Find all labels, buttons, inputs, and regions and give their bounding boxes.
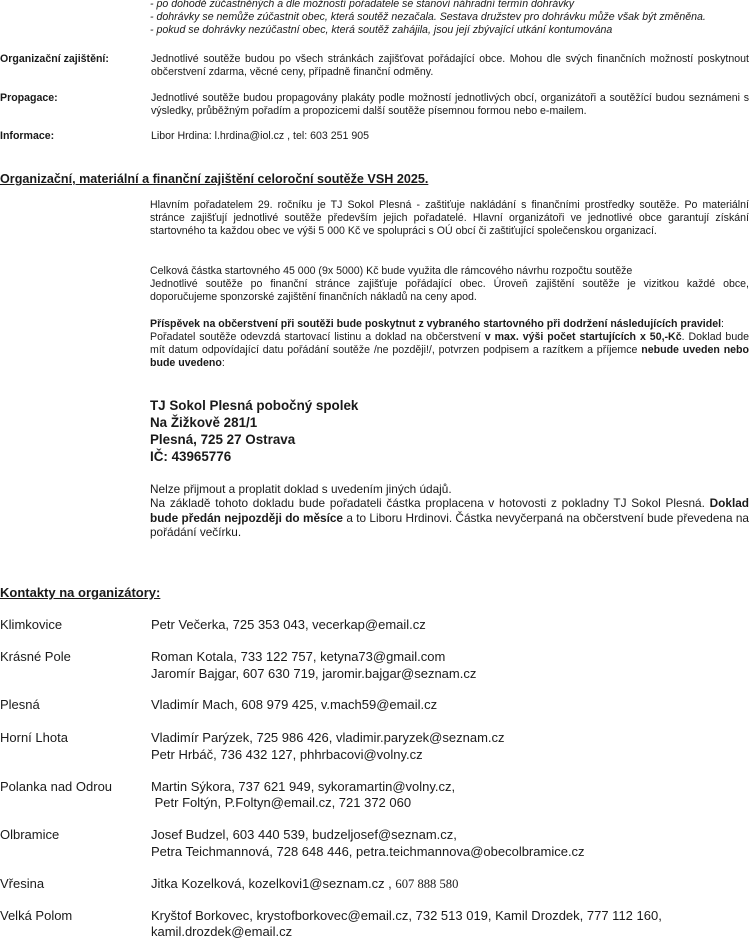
reimbursement-text-a: Na základě tohoto dokladu bude pořadateli částka proplacena v hotovosti z pokladny TJ Sokol Plesná. xyxy=(150,496,710,510)
org-label: Organizační zajištění: xyxy=(0,53,109,65)
info-label: Informace: xyxy=(0,130,55,142)
info-text: Libor Hrdina: l.hrdina@iol.cz , tel: 603 251 905 xyxy=(151,130,370,142)
contact-phone: 607 888 580 xyxy=(395,877,459,891)
contact-line: Roman Kotala, 733 122 757, ketyna73@gmail.com xyxy=(151,649,446,664)
contact-line: Martin Sýkora, 737 621 949, sykoramartin@volny.cz, xyxy=(151,779,456,794)
contacts-title: Kontakty na organizátory: xyxy=(0,585,161,600)
contact-city-vresina: Vřesina xyxy=(0,876,45,891)
note-2: - dohrávky se nemůže zúčastnit obec, která soutěž nezačala. Sestava družstev pro dohrávku může však být změněna. xyxy=(150,11,706,23)
org-text: Jednotlivé soutěže budou po všech stránkách zajišťovat pořádající obce. Mohou dle svých finančních možností poskytnout občerstvení zdarma, věcné ceny, případně finanční odměny. xyxy=(151,53,749,78)
contact-line: Petr Hrbáč, 736 432 127, phhrbacovi@volny.cz xyxy=(151,747,423,762)
contact-city-olbramice: Olbramice xyxy=(0,827,60,842)
address-line-1: TJ Sokol Plesná pobočný spolek xyxy=(150,398,359,413)
reimbursement-deadline: Doklad bude předán nejpozději do měsíce xyxy=(150,496,749,525)
contact-line xyxy=(151,875,458,893)
contact-line: kamil.drozdek@email.cz xyxy=(151,924,293,939)
contact-line: Josef Budzel, 603 440 539, budzeljosef@seznam.cz, xyxy=(151,827,457,842)
refreshment-text-b: . Doklad bude mít datum odpovídající datu pořádání soutěže /ne později!/, potvrzen podpisem a razítkem a příjemce xyxy=(150,331,750,356)
paragraph-no-other-data: Nelze přijmout a proplatit doklad s uvedením jiných údajů. xyxy=(150,482,452,496)
contact-city-krasne-pole: Krásné Pole xyxy=(0,649,71,664)
contact-city-polanka: Polanka nad Odrou xyxy=(0,779,113,794)
contact-line: Petr Večerka, 725 353 043, vecerkap@email.cz xyxy=(151,617,426,632)
prop-text: Jednotlivé soutěže budou propagovány plakáty podle možností jednotlivých obcí, organizátoři a soutěžící budou seznámeni s výsledky, průběžným pořadím a propozicemi další soutěže písemnou formou nebo e-mailem. xyxy=(151,92,749,117)
paragraph-reimbursement xyxy=(150,496,749,540)
note-1: - po dohodě zúčastněných a dle možností pořadatele se stanoví náhradní termín dohrávky xyxy=(150,0,575,10)
refreshment-limit: v max. výši počet startujících x 50,-Kč xyxy=(484,331,682,343)
section-title: Organizační, materiální a finanční zajištění celoroční soutěže VSH 2025. xyxy=(0,172,429,186)
note-3: - pokud se dohrávky nezúčastní obec, která soutěž zahájila, jsou její zbývající utkání kontumována xyxy=(150,24,613,36)
contact-line-text: Jitka Kozelková, kozelkovi1@seznam.cz , xyxy=(151,876,396,891)
company-id: IČ: 43965776 xyxy=(150,449,232,464)
contact-city-horni-lhota: Horní Lhota xyxy=(0,730,68,745)
contact-line: Jaromír Bajgar, 607 630 719, jaromir.bajgar@seznam.cz xyxy=(151,666,477,681)
address-line-3: Plesná, 725 27 Ostrava xyxy=(150,432,296,447)
refreshment-recipient-note: nebude uveden nebo bude uvedeno xyxy=(150,344,750,369)
contact-line: Kryštof Borkovec, krystofborkovec@email.cz, 732 513 019, Kamil Drozdek, 777 112 160, xyxy=(151,908,662,923)
contact-line: Petr Foltýn, P.Foltyn@email.cz, 721 372 060 xyxy=(151,795,412,810)
paragraph-refreshment xyxy=(150,318,749,370)
paragraph-main-organizer: Hlavním pořadatelem 29. ročníku je TJ Sokol Plesná - zaštiťuje nakládání s finančními prostředky soutěže. Po materiální stránce zajišťují jednotlivé soutěže především jejich pořadatelé. Hlavní organizátoři ve jednotlivé obce garantují získání startovného ta každou obec ve výši 5 000 Kč ve spolupráci s OÚ obcí či zaštiťující společenskou organizací. xyxy=(150,199,749,237)
refreshment-rule-heading: Příspěvek na občerstvení při soutěži bude poskytnut z vybraného startovného při dodržení následujících pravidel xyxy=(150,318,722,330)
contact-line: Vladimír Parýzek, 725 986 426, vladimir.paryzek@seznam.cz xyxy=(151,730,505,745)
contact-city-klimkovice: Klimkovice xyxy=(0,617,63,632)
colon-2: : xyxy=(221,357,225,369)
contact-city-velka-polom: Velká Polom xyxy=(0,908,73,923)
paragraph-fee-total: Celková částka startovného 45 000 (9x 5000) Kč bude využita dle rámcového návrhu rozpočtu soutěže xyxy=(150,265,633,277)
contact-line: Vladimír Mach, 608 979 425, v.mach59@email.cz xyxy=(151,697,438,712)
refreshment-text-a: Pořadatel soutěže odevzdá startovací listinu a doklad na občerstvení xyxy=(150,331,485,343)
colon: : xyxy=(721,318,724,330)
address-line-2: Na Žižkově 281/1 xyxy=(150,415,258,430)
reimbursement-text-b: a to Liboru Hrdinovi. Částka nevyčerpaná na občerstvení bude převedena na pořádání večírku. xyxy=(150,510,749,539)
contact-city-plesna: Plesná xyxy=(0,697,40,712)
paragraph-financial: Jednotlivé soutěže po finanční stránce zajišťuje pořádající obec. Úroveň zajištění soutěže je vizitkou každé obce, doporučujeme sponzorské zajištění finančních nákladů na ceny apod. xyxy=(150,278,749,303)
prop-label: Propagace: xyxy=(0,92,58,104)
contact-line: Petra Teichmannová, 728 648 446, petra.teichmannova@obecolbramice.cz xyxy=(151,844,585,859)
